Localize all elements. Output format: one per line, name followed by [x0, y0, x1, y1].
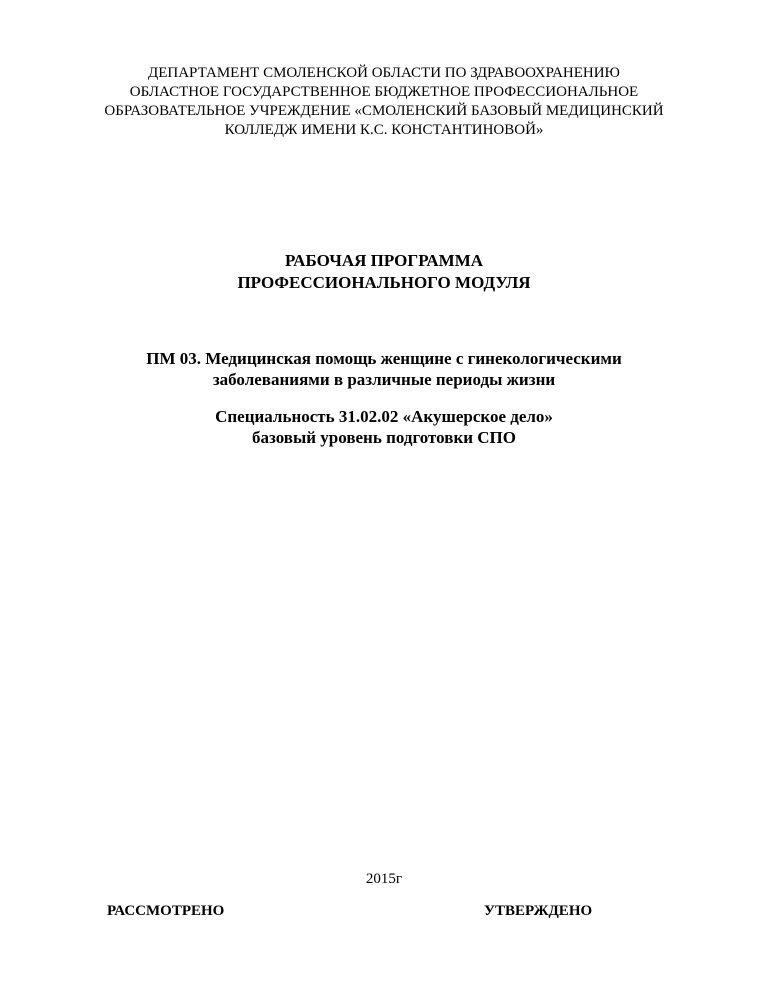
- header-line-1: ДЕПАРТАМЕНТ СМОЛЕНСКОЙ ОБЛАСТИ ПО ЗДРАВООХРАНЕНИЮ: [148, 65, 620, 81]
- specialty-info: [0, 406, 768, 448]
- title-line-2: ПРОФЕССИОНАЛЬНОГО МОДУЛЯ: [237, 273, 531, 292]
- document-year: 2015г: [365, 871, 403, 887]
- reviewed-label: РАССМОТРЕНО: [107, 903, 225, 919]
- header-line-3: ОБРАЗОВАТЕЛЬНОЕ УЧРЕЖДЕНИЕ «СМОЛЕНСКИЙ БАЗОВЫЙ МЕДИЦИНСКИЙ: [104, 103, 664, 119]
- header-line-4: КОЛЛЕДЖ ИМЕНИ К.С. КОНСТАНТИНОВОЙ»: [224, 122, 544, 138]
- organization-header: [0, 64, 768, 140]
- module-name: [0, 348, 768, 390]
- approved-label: УТВЕРЖДЕНО: [484, 903, 593, 919]
- module-line-1: ПМ 03. Медицинская помощь женщине с гинекологическими: [146, 349, 622, 368]
- module-line-2: заболеваниями в различные периоды жизни: [212, 370, 556, 389]
- specialty-line-1: Специальность 31.02.02 «Акушерское дело»: [215, 407, 553, 426]
- title-line-1: РАБОЧАЯ ПРОГРАММА: [284, 251, 484, 270]
- specialty-line-2: базовый уровень подготовки СПО: [251, 428, 517, 447]
- document-title: [0, 250, 768, 294]
- header-line-2: ОБЛАСТНОЕ ГОСУДАРСТВЕННОЕ БЮДЖЕТНОЕ ПРОФЕССИОНАЛЬНОЕ: [129, 84, 639, 100]
